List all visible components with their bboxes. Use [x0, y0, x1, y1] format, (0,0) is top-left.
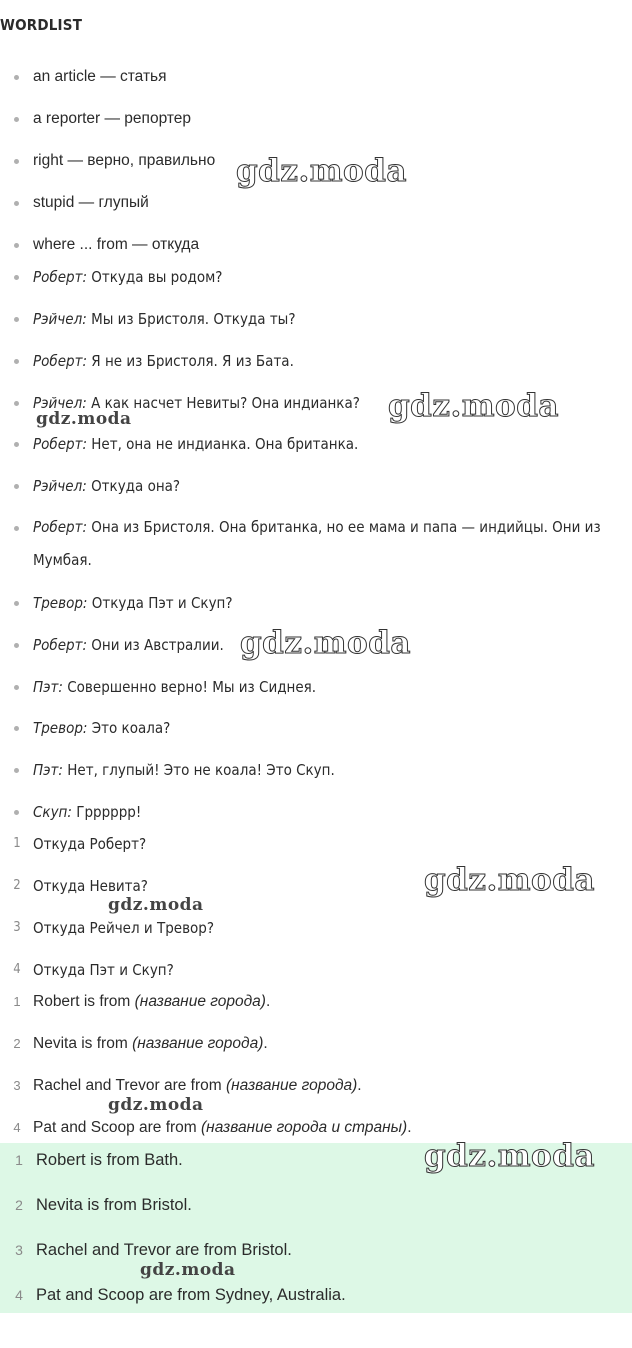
answer-text: Rachel and Trevor are from Bristol. [36, 1241, 292, 1259]
speaker-name: Тревор: [33, 719, 88, 737]
speaker-name: Роберт: [33, 268, 87, 286]
bullet-icon [14, 810, 19, 815]
bullet-icon [14, 442, 19, 447]
answer-number: 3 [15, 1242, 23, 1258]
question-text: Откуда Пэт и Скуп? [33, 961, 174, 979]
template-number: 2 [13, 1036, 21, 1051]
speaker-name: Пэт: [33, 761, 63, 779]
bullet-icon [14, 526, 19, 531]
watermark-logo: gdz.moda [424, 1138, 595, 1174]
answer-text: Robert is from Bath. [36, 1151, 183, 1169]
question-number: 2 [13, 878, 21, 893]
placeholder-note: (название города) [134, 993, 266, 1010]
question-number: 4 [13, 962, 21, 977]
question-number: 1 [13, 836, 21, 851]
watermark-logo: gdz.moda [108, 895, 204, 915]
dialogue-text: А как насчет Невиты? Она индианка? [86, 394, 360, 412]
bullet-icon [14, 359, 19, 364]
dialogue-text: Откуда Пэт и Скуп? [87, 594, 233, 612]
watermark-logo: gdz.moda [140, 1260, 236, 1280]
question-text: Откуда Роберт? [33, 835, 147, 853]
speaker-name: Тревор: [33, 594, 88, 612]
watermark-logo: gdz.moda [108, 1095, 204, 1115]
bullet-icon [14, 243, 19, 248]
speaker-name: Роберт: [33, 636, 87, 654]
speaker-name: Роберт: [33, 352, 87, 370]
answer-text: Nevita is from Bristol. [36, 1196, 192, 1214]
answer-number: 2 [15, 1197, 23, 1213]
bullet-icon [14, 726, 19, 731]
dialogue-text: Она из Бристоля. Она британка, но ее мама и папа — индийцы. Они из Мумбая. [33, 518, 601, 569]
answer-number: 4 [15, 1287, 23, 1303]
placeholder-note: (название города) [225, 1077, 358, 1094]
dialogue-text: Мы из Бристоля. Откуда ты? [86, 310, 296, 328]
bullet-icon [14, 401, 19, 406]
watermark-logo: gdz.moda [424, 862, 595, 898]
bullet-icon [14, 117, 19, 122]
bullet-icon [14, 685, 19, 690]
bullet-icon [14, 317, 19, 322]
dialogue-text: Откуда она? [86, 477, 181, 495]
watermark-logo: gdz.moda [236, 153, 407, 189]
template-number: 1 [13, 994, 21, 1009]
watermark-logo: gdz.moda [388, 388, 559, 424]
watermark-logo: gdz.moda [36, 409, 132, 429]
bullet-icon [14, 201, 19, 206]
watermark-logo: gdz.moda [240, 625, 411, 661]
dialogue-text: Они из Австралии. [87, 636, 224, 654]
speaker-name: Рэйчел: [33, 394, 87, 412]
speaker-name: Роберт: [33, 518, 87, 536]
bullet-icon [14, 484, 19, 489]
question-text: Откуда Невита? [33, 877, 148, 895]
bullet-icon [14, 643, 19, 648]
dialogue-text: Нет, глупый! Это не коала! Это Скуп. [62, 761, 335, 779]
bullet-icon [14, 601, 19, 606]
dialogue-text: Это коала? [87, 719, 171, 737]
dialogue-text: Я не из Бристоля. Я из Бата. [87, 352, 294, 370]
question-text: Откуда Рейчел и Тревор? [33, 919, 215, 937]
placeholder-note: (название города) [132, 1035, 264, 1052]
speaker-name: Роберт: [33, 435, 87, 453]
speaker-name: Рэйчел: [33, 310, 87, 328]
speaker-name: Рэйчел: [33, 477, 87, 495]
placeholder-note: (название города и страны) [201, 1119, 408, 1136]
dialogue-text: Грррррр! [71, 803, 142, 821]
wordlist-heading: WORDLIST [0, 16, 83, 34]
answer-number: 1 [15, 1152, 23, 1168]
answer-text: Pat and Scoop are from Sydney, Australia. [36, 1286, 346, 1304]
bullet-icon [14, 159, 19, 164]
question-number: 3 [13, 920, 21, 935]
bullet-icon [14, 275, 19, 280]
dialogue-text: Совершенно верно! Мы из Сиднея. [62, 678, 317, 696]
dialogue-text: Нет, она не индианка. Она британка. [87, 435, 359, 453]
dialogue-text: Откуда вы родом? [87, 268, 223, 286]
template-number: 3 [13, 1078, 21, 1093]
bullet-icon [14, 75, 19, 80]
template-number: 4 [13, 1120, 21, 1135]
speaker-name: Скуп: [33, 803, 72, 821]
speaker-name: Пэт: [33, 678, 63, 696]
bullet-icon [14, 768, 19, 773]
